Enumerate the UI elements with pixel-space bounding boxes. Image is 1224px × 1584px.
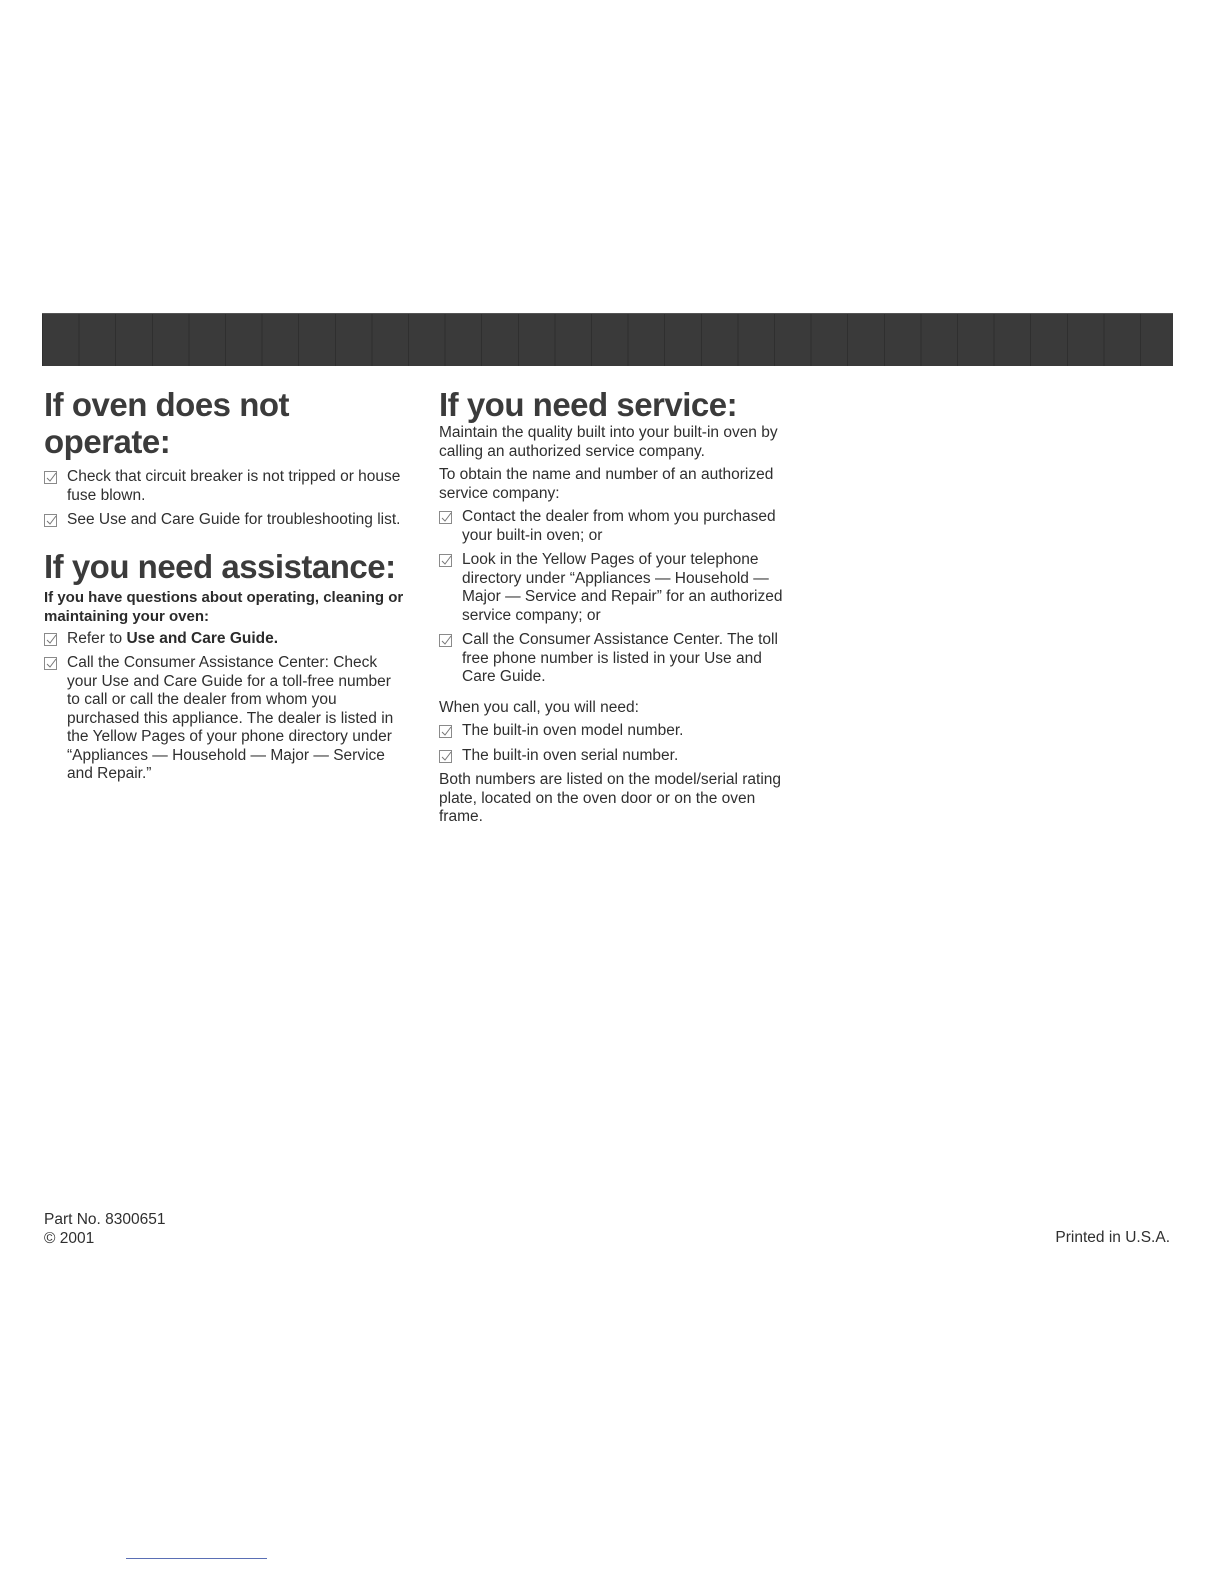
checkbox-icon	[44, 657, 57, 670]
list-item-text: Contact the dealer from whom you purchased your built-in oven; or	[462, 508, 776, 544]
list-item	[439, 631, 789, 687]
copyright: © 2001	[44, 1229, 95, 1247]
header-band	[42, 313, 1173, 366]
list-item-text: The built-in oven serial number.	[462, 746, 679, 764]
list-item	[439, 508, 789, 545]
list-item-text: Check that circuit breaker is not tripped or house fuse blown.	[67, 468, 401, 504]
service-when-call: When you call, you will need:	[439, 698, 639, 716]
checkbox-icon	[439, 554, 452, 567]
list-item-text: Call the Consumer Assistance Center. The toll free phone number is listed in your Use and Care Guide.	[462, 631, 778, 685]
right-column	[439, 386, 789, 832]
list-item-text: Look in the Yellow Pages of your telephone directory under “Appliances — Household — Major — Service and Repair” for an authorized service company; or	[462, 551, 783, 624]
checklist-assistance	[44, 630, 404, 784]
checkbox-icon	[439, 511, 452, 524]
service-intro: Maintain the quality built into your built-in oven by calling an authorized service company.	[439, 424, 778, 460]
checkbox-icon	[44, 514, 57, 527]
list-item	[439, 722, 789, 741]
checklist-need	[439, 722, 789, 765]
checklist-service	[439, 508, 789, 687]
heading-need-assistance: If you need assistance:	[44, 547, 396, 585]
checkbox-icon	[439, 725, 452, 738]
checklist-oven	[44, 468, 404, 530]
use-care-guide-emphasis: Use and Care Guide.	[126, 629, 279, 647]
heading-need-service: If you need service:	[439, 386, 738, 423]
checkbox-icon	[44, 471, 57, 484]
service-obtain: To obtain the name and number of an authorized service company:	[439, 466, 774, 502]
list-item-text: Refer to	[67, 629, 127, 647]
footer-part-info	[44, 1211, 166, 1248]
heading-oven-does-not-operate: If oven does not operate:	[44, 386, 290, 460]
list-item-text: Call the Consumer Assistance Center: Check your Use and Care Guide for a toll-free number to call or call the dealer from whom you purchased this appliance. The dealer is listed in the Yellow Pages of your phone directory under “Appliances — Household — Major — Service and Repair.”	[67, 654, 394, 782]
list-item	[439, 747, 789, 766]
printed-in: Printed in U.S.A.	[1055, 1229, 1170, 1246]
checkbox-icon	[439, 750, 452, 763]
part-number: Part No. 8300651	[44, 1211, 166, 1228]
list-item-text: See Use and Care Guide for troubleshooting list.	[67, 511, 401, 528]
bottom-rule	[126, 1558, 267, 1559]
list-item-text: The built-in oven model number.	[462, 722, 684, 739]
checkbox-icon	[44, 633, 57, 646]
list-item	[44, 654, 404, 784]
assistance-subheading: If you have questions about operating, cleaning or maintaining your oven:	[44, 588, 404, 625]
list-item	[44, 511, 404, 530]
left-column	[44, 386, 404, 790]
list-item	[439, 551, 789, 625]
list-item	[44, 630, 404, 649]
checkbox-icon	[439, 634, 452, 647]
list-item	[44, 468, 404, 505]
service-numbers-location: Both numbers are listed on the model/serial rating plate, located on the oven door or on the oven frame.	[439, 771, 782, 825]
